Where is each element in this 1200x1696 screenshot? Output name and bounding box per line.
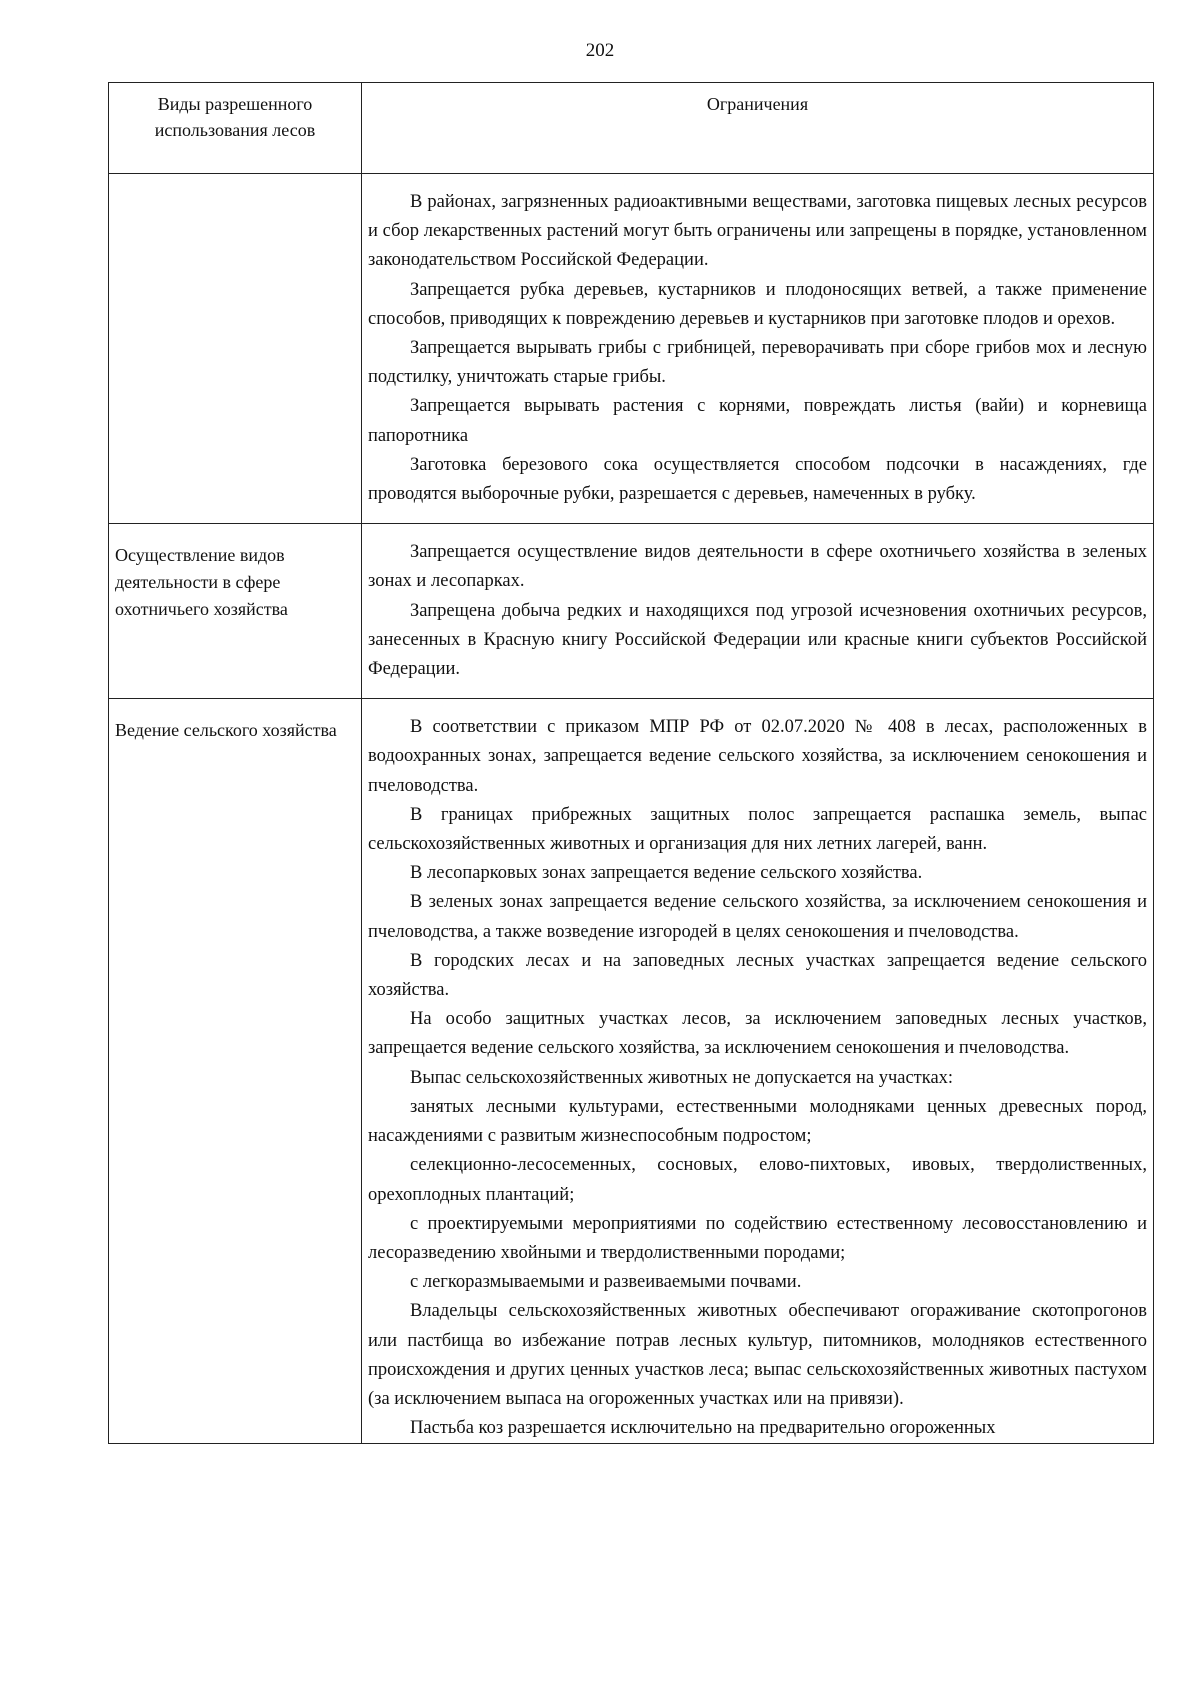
restriction-paragraph: с проектируемыми мероприятиями по содействию естественному лесовосстановлению и лесоразведению хвойными и твердолиственными породами; — [368, 1213, 1147, 1263]
table-header-row — [109, 83, 1154, 174]
restriction-paragraph: Запрещается вырывать растения с корнями, повреждать листья (вайи) и корневища папоротника — [368, 396, 1147, 446]
table-row — [109, 524, 1154, 699]
restriction-paragraph: Выпас сельскохозяйственных животных не допускается на участках: — [410, 1067, 954, 1088]
restriction-paragraph: В городских лесах и на заповедных лесных участках запрещается ведение сельского хозяйства. — [368, 950, 1147, 1001]
restriction-paragraph: Запрещается вырывать грибы с грибницей, переворачивать при сборе грибов мох и лесную подстилку, уничтожать старые грибы. — [368, 338, 1147, 388]
restriction-paragraph: Запрещается рубка деревьев, кустарников и плодоносящих ветвей, а также применение способов, приводящих к повреждению деревьев и кустарников при заготовке плодов и орехов. — [368, 279, 1147, 329]
restriction-paragraph: Пастьба коз разрешается исключительно на предварительно огороженных — [410, 1418, 996, 1439]
restriction-paragraph: Запрещается осуществление видов деятельности в сфере охотничьего хозяйства в зеленых зонах и лесопарках. — [368, 542, 1147, 592]
restriction-paragraph: В зеленых зонах запрещается ведение сельского хозяйства, за исключением сенокошения и пчеловодства, а также возведение изгородей в целях сенокошения и пчеловодства. — [368, 892, 1147, 942]
restriction-paragraph: В лесопарковых зонах запрещается ведение сельского хозяйства. — [410, 863, 923, 884]
row-use-type — [109, 174, 362, 524]
table-row — [109, 174, 1154, 524]
restriction-paragraph: Владельцы сельскохозяйственных животных обеспечивают огораживание скотопрогонов или пастбища во избежание потрав лесных культур, питомников, молодняков естественного происхождения и других ценных участков леса; выпас сельскохозяйственных животных пастухом (за исключением выпаса на огороженных участках или на привязи). — [368, 1301, 1147, 1409]
row-use-type: Осуществление видов деятельности в сфере охотничьего хозяйства — [109, 524, 362, 699]
header-restrictions: Ограничения — [362, 83, 1154, 174]
restriction-paragraph: занятых лесными культурами, естественными молодняками ценных древесных пород, насаждениями с развитым жизнеспособным подростом; — [368, 1096, 1147, 1147]
table-row — [109, 699, 1154, 1444]
row-use-type: Ведение сельского хозяйства — [109, 699, 362, 1444]
restriction-paragraph: В границах прибрежных защитных полос запрещается распашка земель, выпас сельскохозяйственных животных и организация для них летних лагерей, ванн. — [368, 804, 1147, 855]
page-number: 202 — [585, 40, 615, 61]
header-use-type: Виды разрешенного использования лесов — [109, 83, 362, 174]
restriction-paragraph: В районах, загрязненных радиоактивными веществами, заготовка пищевых лесных ресурсов и сбор лекарственных растений могут быть ограничены или запрещены в порядке, установленном законодательством Российской Федерации. — [368, 192, 1147, 271]
restriction-paragraph: В соответствии с приказом МПР РФ от 02.07.2020 № 408 в лесах, расположенных в водоохранных зонах, запрещается ведение сельского хозяйства, за исключением сенокошения и пчеловодства. — [368, 717, 1147, 796]
restrictions-table — [108, 82, 1154, 1444]
row-restrictions — [362, 699, 1154, 1444]
restriction-paragraph: Запрещена добыча редких и находящихся под угрозой исчезновения охотничьих ресурсов, занесенных в Красную книгу Российской Федерации или красные книги субъектов Российской Федерации. — [368, 600, 1147, 680]
restriction-paragraph: На особо защитных участках лесов, за исключением заповедных лесных участков, запрещается ведение сельского хозяйства, за исключением сенокошения и пчеловодства. — [368, 1009, 1147, 1059]
restriction-paragraph: с легкоразмываемыми и развеиваемыми почвами. — [410, 1272, 802, 1293]
row-restrictions — [362, 174, 1154, 524]
restriction-paragraph: Заготовка березового сока осуществляется способом подсочки в насаждениях, где проводятся выборочные рубки, разрешается с деревьев, намеченных в рубку. — [368, 454, 1147, 505]
row-restrictions — [362, 524, 1154, 699]
restriction-paragraph: селекционно-лесосеменных, сосновых, елово-пихтовых, ивовых, твердолиственных, орехоплодных плантаций; — [368, 1155, 1147, 1205]
